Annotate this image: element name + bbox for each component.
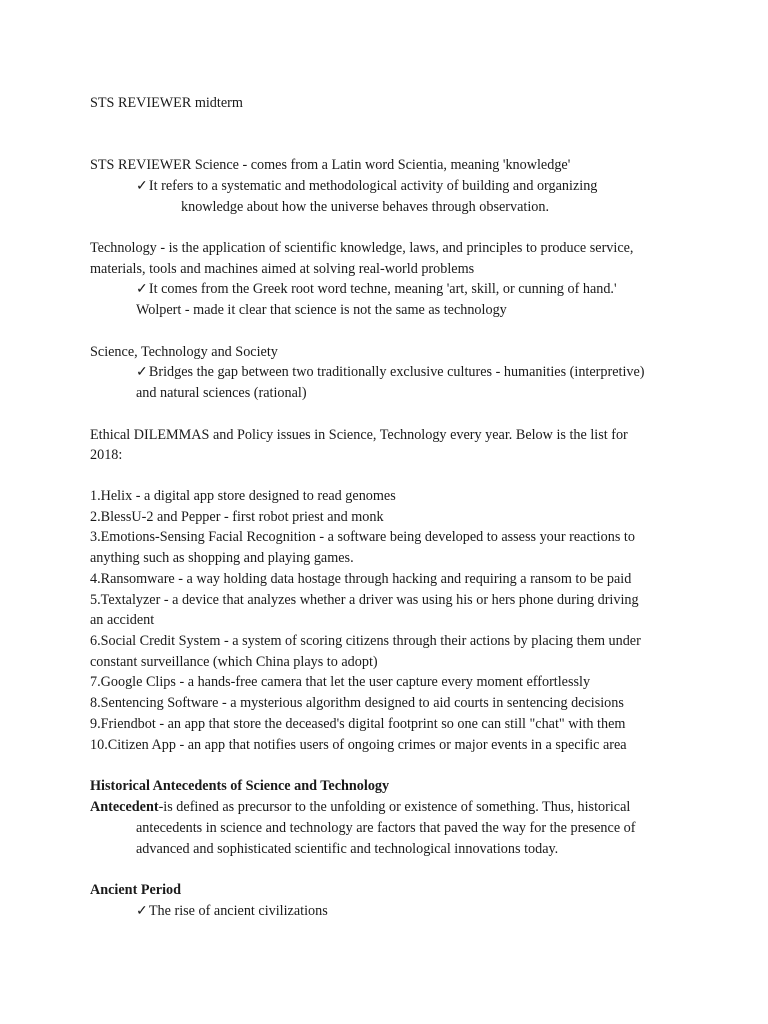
- list-item: 9.Friendbot - an app that store the deceased's digital footprint so one can still "chat" with them: [90, 716, 626, 732]
- check-icon: ✓: [136, 903, 148, 919]
- ancient-bullet: [136, 901, 328, 921]
- ancient-period-heading: Ancient Period: [90, 882, 182, 898]
- ethical-intro: Ethical DILEMMAS and Policy issues in Science, Technology every year. Below is the list for: [90, 427, 628, 443]
- antecedent-definition-continuation: advanced and sophisticated scientific and technological innovations today.: [136, 841, 559, 857]
- technology-definition-continuation: materials, tools and machines aimed at solving real-world problems: [90, 261, 475, 277]
- science-bullet-continuation: knowledge about how the universe behaves through observation.: [181, 199, 549, 215]
- list-item: 7.Google Clips - a hands-free camera that let the user capture every moment effortlessly: [90, 674, 591, 690]
- check-icon: ✓: [136, 178, 148, 194]
- antecedent-term: Antecedent: [90, 799, 159, 815]
- sts-bullet-continuation: and natural sciences (rational): [136, 385, 307, 401]
- check-icon: ✓: [136, 364, 148, 380]
- list-item: 1.Helix - a digital app store designed to read genomes: [90, 488, 396, 504]
- document-title: STS REVIEWER midterm: [90, 95, 243, 111]
- sts-bullet-text: Bridges the gap between two traditionally exclusive cultures - humanities (interpretive): [148, 364, 645, 380]
- ethical-intro-continuation: 2018:: [90, 447, 123, 463]
- list-item: 10.Citizen App - an app that notifies users of ongoing crimes or major events in a specific area: [90, 737, 627, 753]
- list-item: 4.Ransomware - a way holding data hostage through hacking and requiring a ransom to be paid: [90, 571, 632, 587]
- list-item-continuation: constant surveillance (which China plays to adopt): [90, 654, 378, 670]
- antecedent-definition: [90, 797, 630, 817]
- sts-bullet: [136, 362, 645, 382]
- list-item: 3.Emotions-Sensing Facial Recognition - a software being developed to assess your reactions to: [90, 529, 635, 545]
- list-item-continuation: an accident: [90, 612, 155, 628]
- ancient-bullet-text: The rise of ancient civilizations: [148, 903, 328, 919]
- technology-bullet-text: It comes from the Greek root word techne, meaning 'art, skill, or cunning of hand.': [148, 281, 617, 297]
- sts-heading: Science, Technology and Society: [90, 344, 278, 360]
- historical-heading: Historical Antecedents of Science and Technology: [90, 778, 390, 794]
- science-definition: STS REVIEWER Science - comes from a Latin word Scientia, meaning 'knowledge': [90, 157, 571, 173]
- list-item: 2.BlessU-2 and Pepper - first robot priest and monk: [90, 509, 384, 525]
- science-bullet-text: It refers to a systematic and methodological activity of building and organizing: [148, 178, 598, 194]
- technology-definition: Technology - is the application of scientific knowledge, laws, and principles to produce service,: [90, 240, 634, 256]
- list-item-continuation: anything such as shopping and playing games.: [90, 550, 354, 566]
- list-item: 5.Textalyzer - a device that analyzes whether a driver was using his or hers phone during driving: [90, 592, 639, 608]
- antecedent-definition-continuation: antecedents in science and technology are factors that paved the way for the presence of: [136, 820, 636, 836]
- check-icon: ✓: [136, 281, 148, 297]
- list-item: 8.Sentencing Software - a mysterious algorithm designed to aid courts in sentencing decisions: [90, 695, 624, 711]
- list-item: 6.Social Credit System - a system of scoring citizens through their actions by placing them under: [90, 633, 641, 649]
- science-bullet: [136, 176, 597, 196]
- technology-bullet: [136, 279, 617, 299]
- antecedent-definition-text: -is defined as precursor to the unfolding or existence of something. Thus, historical: [158, 799, 631, 815]
- wolpert-note: Wolpert - made it clear that science is not the same as technology: [136, 302, 507, 318]
